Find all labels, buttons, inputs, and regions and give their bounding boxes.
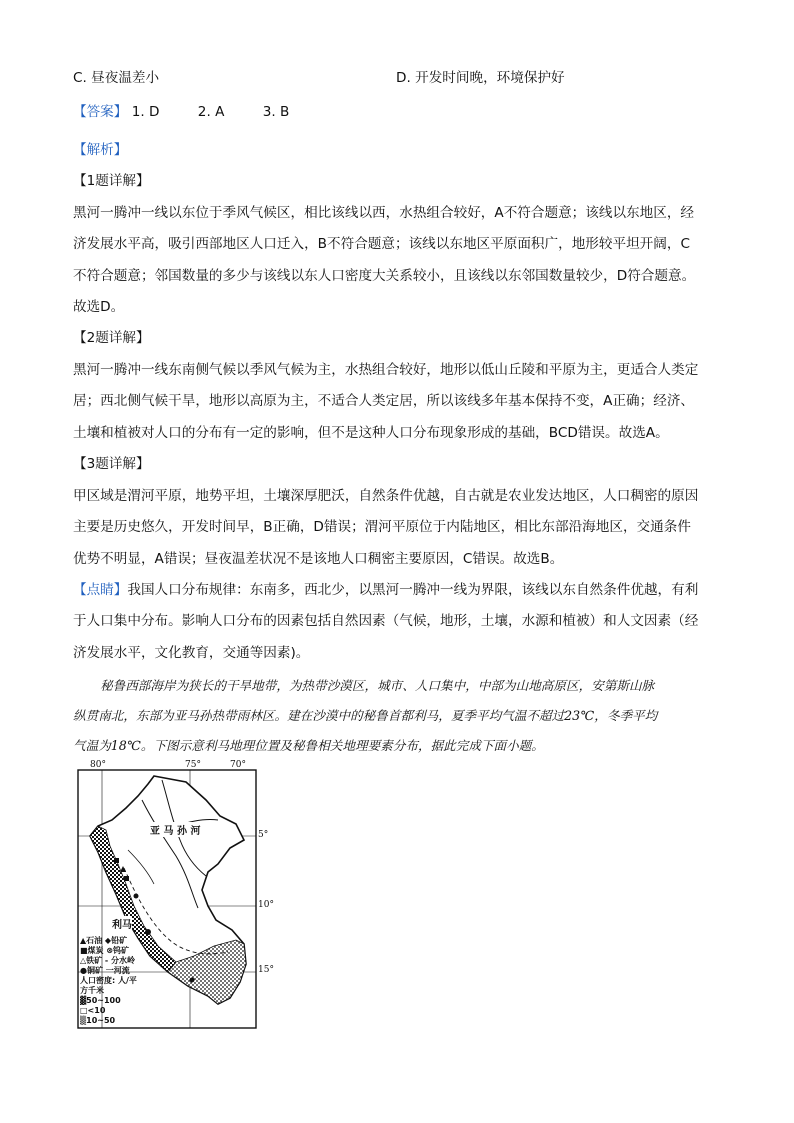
city-label-lima: 利马 (112, 916, 132, 931)
legend-item: 人口密度: 人/平方千米 (80, 976, 137, 995)
lon-label: 70° (230, 760, 246, 770)
tip-label: 【点睛】 (73, 582, 128, 598)
tip-first-line (73, 580, 698, 600)
answer-item: 3. B (262, 104, 290, 120)
legend-item: ▓50~100 □<10 (80, 996, 121, 1015)
legend-item: ■煤炭 ⊗钨矿 (80, 946, 130, 955)
coal-symbol (114, 858, 119, 863)
lat-label: 5° (258, 830, 269, 840)
lima-city-symbol (145, 929, 151, 935)
intro-line: 秘鲁西部海岸为狭长的干旱地带，为热带沙漠区，城市、人口集中，中部为山地高原区，安第斯山脉 (100, 678, 655, 693)
peru-map (68, 760, 274, 1030)
tip-line: 济发展水平，文化教育，交通等因素)。 (73, 645, 310, 661)
lat-label: 15° (258, 965, 274, 975)
tip-line: 于人口集中分布。影响人口分布的因素包括自然因素（气候，地形，土壤，水源和植被）和人文因素（经 (73, 613, 699, 629)
q3-line: 主要是历史悠久，开发时间早，B正确，D错误；渭河平原位于内陆地区，相比东部沿海地区，交通条件 (73, 519, 691, 535)
q3-heading: 【3题详解】 (73, 456, 150, 472)
river-label: 亚 马 孙 河 (150, 822, 200, 837)
lat-label: 10° (258, 900, 274, 910)
q3-line: 优势不明显，A错误；昼夜温差状况不是该地人口稠密主要原因，C错误。故选B。 (73, 551, 564, 567)
legend-item: ▲石油 ◆铅矿 (80, 936, 128, 945)
intro-line: 纵贯南北，东部为亚马孙热带雨林区。建在沙漠中的秘鲁首都利马，夏季平均气温不超过23℃，冬季平均 (73, 708, 658, 723)
q1-line: 济发展水平高，吸引西部地区人口迁入，B不符合题意；该线以东地区平原面积广，地形较平坦开阔，C (73, 236, 690, 252)
analysis-label: 【解析】 (73, 142, 128, 158)
option-d: D. 开发时间晚，环境保护好 (396, 70, 565, 86)
intro-line: 气温为18℃。下图示意利马地理位置及秘鲁相关地理要素分布，据此完成下面小题。 (73, 738, 544, 753)
copper-symbol (134, 894, 139, 899)
coal-symbol (124, 876, 129, 881)
tip-line: 我国人口分布规律：东南多，西北少，以黑河一腾冲一线为界限，该线以东自然条件优越，有利 (127, 582, 699, 598)
lon-label: 80° (90, 760, 106, 770)
q1-line: 不符合题意；邻国数量的多少与该线以东人口密度大关系较小，且该线以东邻国数量较少，D符合题意。 (73, 268, 696, 284)
legend-item: △铁矿 - 分水岭 (80, 956, 136, 965)
q1-heading: 【1题详解】 (73, 173, 150, 189)
q1-line: 黑河一腾冲一线以东位于季风气候区，相比该线以西，水热组合较好，A不符合题意；该线以东地区，经 (73, 205, 695, 221)
answer-row (73, 100, 323, 120)
q2-line: 黑河一腾冲一线东南侧气候以季风气候为主，水热组合较好，地形以低山丘陵和平原为主，更适合人类定 (73, 362, 699, 378)
q2-line: 居；西北侧气候干旱，地形以高原为主，不适合人类定居，所以该线多年基本保持不变，A正确；经济、 (73, 393, 695, 409)
answer-item: 1. D (131, 104, 160, 120)
legend-item: ●铜矿 一河流 (80, 966, 130, 975)
q1-line: 故选D。 (73, 299, 125, 315)
legend-item: ▒10~50 (80, 1016, 116, 1025)
copper-symbol (190, 978, 195, 983)
q3-line: 甲区域是渭河平原，地势平坦，土壤深厚肥沃，自然条件优越，自古就是农业发达地区，人口稠密的原因 (73, 488, 699, 504)
option-c: C. 昼夜温差小 (73, 70, 160, 86)
q2-line: 土壤和植被对人口的分布有一定的影响，但不是这种人口分布现象形成的基础，BCD错误。故选A。 (73, 425, 669, 441)
map-legend (80, 936, 142, 1026)
lon-label: 75° (185, 760, 201, 770)
answer-item: 2. A (197, 104, 225, 120)
q2-heading: 【2题详解】 (73, 330, 150, 346)
answer-label: 【答案】 (73, 104, 128, 120)
